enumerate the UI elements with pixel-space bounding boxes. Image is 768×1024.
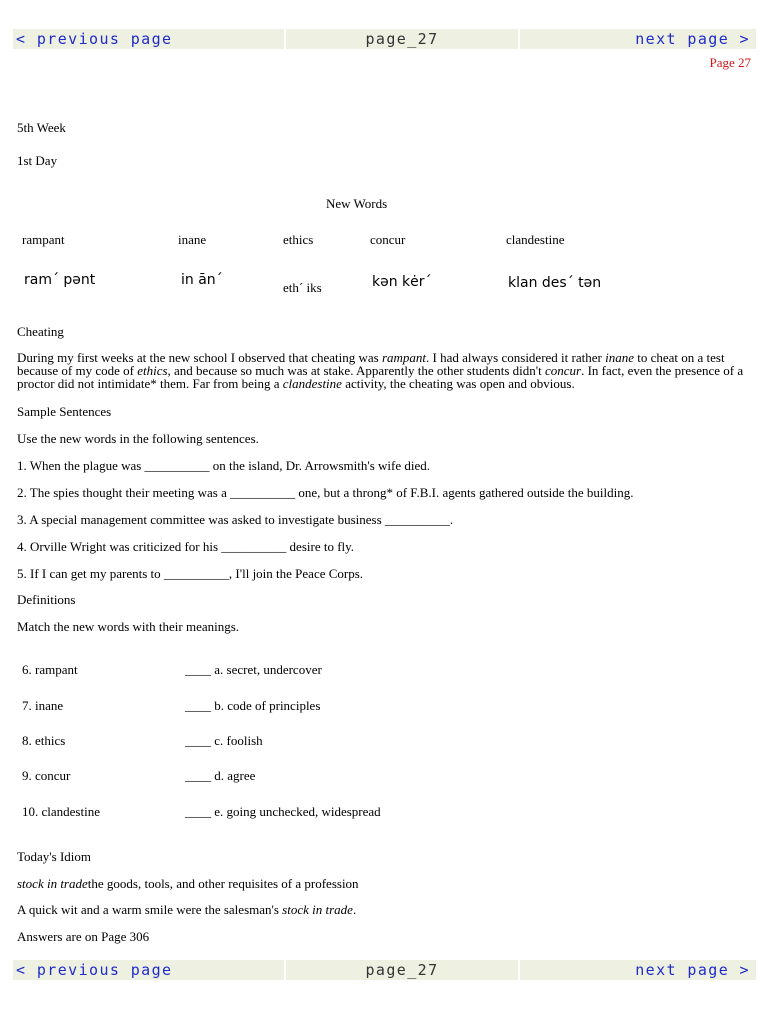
definition-word: 10. clandestine bbox=[22, 804, 100, 819]
definition-word: 9. concur bbox=[22, 768, 71, 783]
sentence-5: 5. If I can get my parents to __________, I'll join the Peace Corps. bbox=[17, 566, 364, 581]
top-nav-bar bbox=[13, 29, 756, 49]
pronunciation-rampant: ram´ pənt bbox=[24, 272, 96, 288]
definitions-heading: Definitions bbox=[17, 592, 76, 607]
week-label: 5th Week bbox=[17, 120, 66, 135]
word-rampant: rampant bbox=[22, 232, 65, 247]
page-indicator: page_27 bbox=[286, 29, 518, 49]
sentence-2: 2. The spies thought their meeting was a __________ one, but a throng* of F.B.I. agents gathered outside the building. bbox=[17, 485, 634, 500]
pronunciation-concur: kən kėr´ bbox=[372, 274, 432, 290]
definition-word: 7. inane bbox=[22, 698, 64, 713]
definition-meaning: ____ a. secret, undercover bbox=[185, 662, 322, 677]
day-label: 1st Day bbox=[17, 153, 58, 168]
sentence-4: 4. Orville Wright was criticized for his __________ desire to fly. bbox=[17, 539, 355, 554]
word-concur: concur bbox=[370, 232, 406, 247]
pronunciation-inane: in ān´ bbox=[181, 272, 223, 288]
sentence-3: 3. A special management committee was asked to investigate business __________. bbox=[17, 512, 454, 527]
word-inane: inane bbox=[178, 232, 207, 247]
answers-note: Answers are on Page 306 bbox=[17, 929, 150, 944]
word-clandestine: clandestine bbox=[506, 232, 565, 247]
story-word-inane: inane bbox=[605, 350, 634, 365]
sample-instructions: Use the new words in the following sentences. bbox=[17, 431, 259, 446]
idiom-phrase: stock in trade bbox=[17, 876, 88, 891]
definitions-instructions: Match the new words with their meanings. bbox=[17, 619, 240, 634]
story-word-rampant: rampant bbox=[381, 350, 427, 365]
new-words-heading: New Words bbox=[326, 196, 388, 211]
page-label: Page 27 bbox=[709, 55, 751, 70]
story-word-ethics: ethics bbox=[137, 363, 168, 378]
story-word-concur: concur bbox=[544, 363, 582, 378]
word-ethics: ethics bbox=[283, 232, 314, 247]
definition-meaning: ____ e. going unchecked, widespread bbox=[185, 804, 381, 819]
pronunciation-ethics: eth´ iks bbox=[283, 280, 322, 295]
sentence-1: 1. When the plague was __________ on the island, Dr. Arrowsmith's wife died. bbox=[17, 458, 430, 473]
pronunciation-clandestine: klan des´ tən bbox=[508, 275, 602, 291]
story-word-clandestine: clandestine bbox=[282, 376, 342, 391]
definition-word: 8. ethics bbox=[22, 733, 66, 748]
next-page-link[interactable]: next page > bbox=[520, 960, 756, 980]
previous-page-link[interactable]: < previous page bbox=[13, 960, 284, 980]
definition-meaning: ____ d. agree bbox=[185, 768, 256, 783]
definition-word: 6. rampant bbox=[22, 662, 78, 677]
page-indicator: page_27 bbox=[286, 960, 518, 980]
definition-meaning: ____ c. foolish bbox=[185, 733, 263, 748]
idiom-definition bbox=[17, 876, 359, 892]
story-title: Cheating bbox=[17, 324, 64, 339]
idiom-meaning: the goods, tools, and other requisites of a profession bbox=[87, 876, 359, 891]
previous-page-link[interactable]: < previous page bbox=[13, 29, 284, 49]
idiom-example: A quick wit and a warm smile were the salesman's stock in trade. bbox=[17, 902, 357, 917]
story-paragraph: During my first weeks at the new school I observed that cheating was rampant. I had always considered it rather inane to cheat on a test because of my code of ethics, and because so much was at stake. Apparently the other students didn't concur. In fact, even the presence of a proctor did not intimidate* them. Far from being a clandestine activity, the cheating was open and obvious. bbox=[17, 350, 744, 391]
next-page-link[interactable]: next page > bbox=[520, 29, 756, 49]
bottom-nav-bar bbox=[13, 960, 756, 980]
definition-meaning: ____ b. code of principles bbox=[185, 698, 321, 713]
sample-heading: Sample Sentences bbox=[17, 404, 112, 419]
idiom-heading: Today's Idiom bbox=[17, 849, 92, 864]
